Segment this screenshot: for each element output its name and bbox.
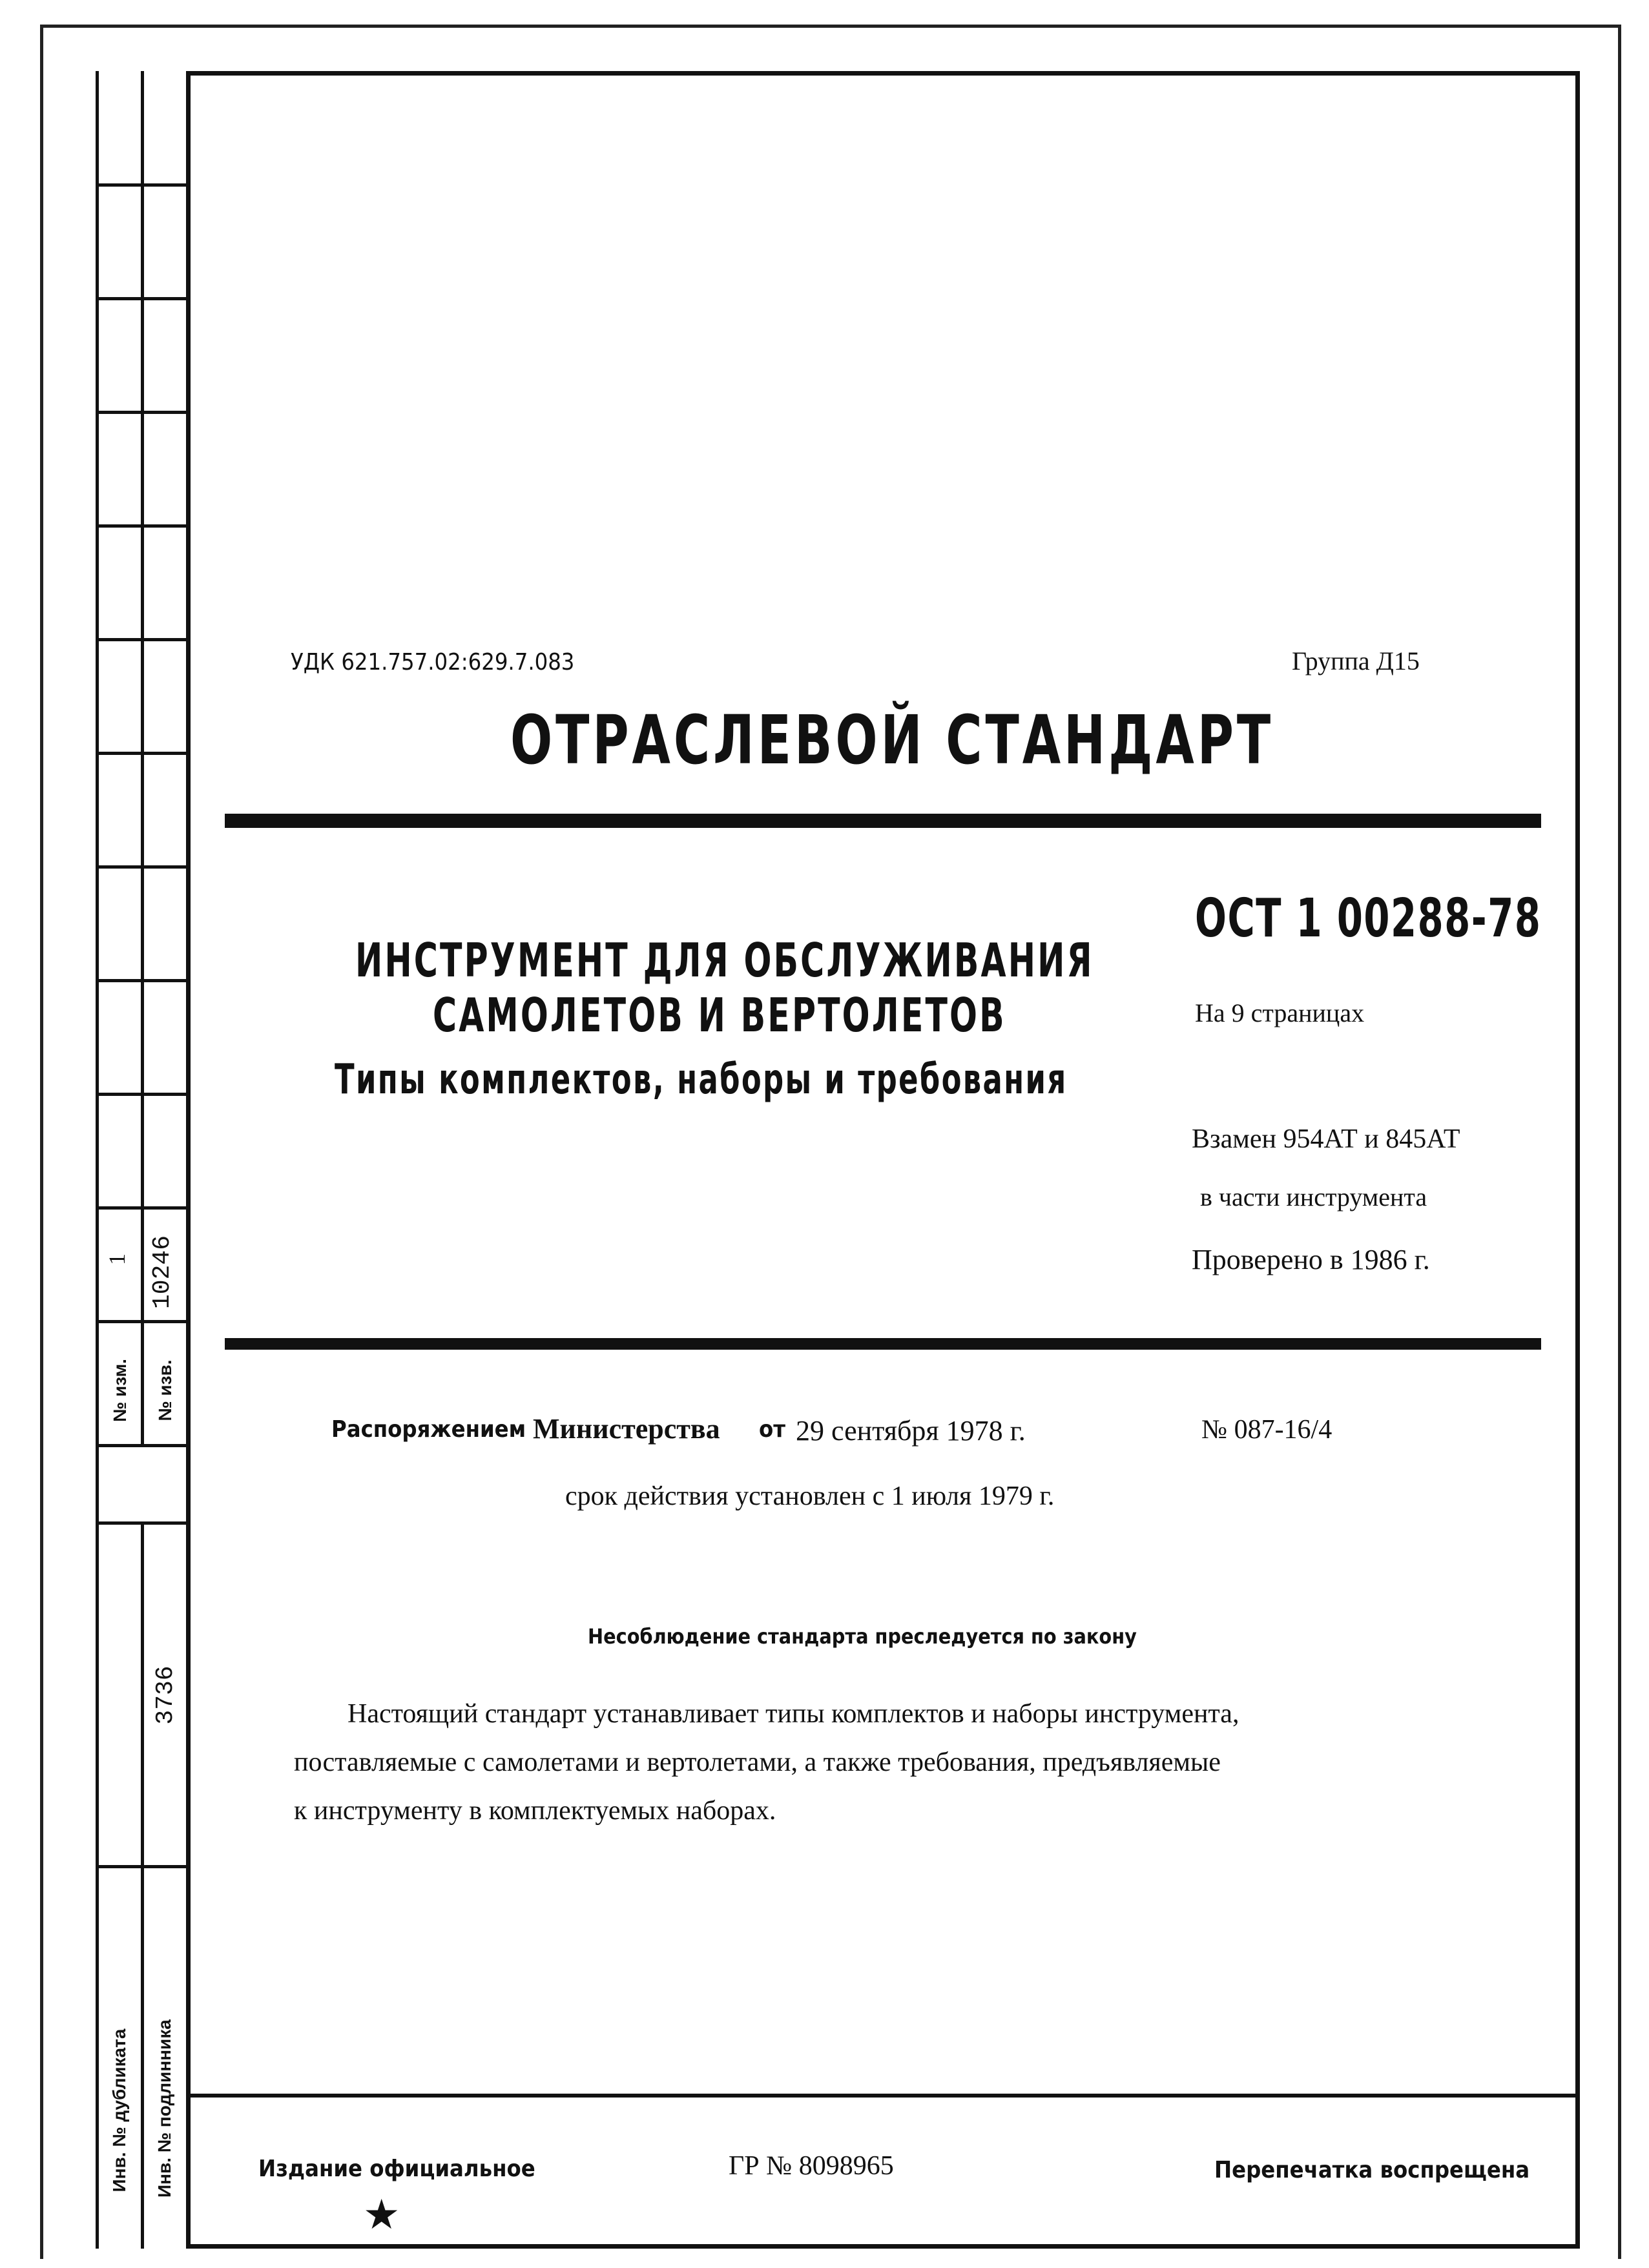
stamp-row-line bbox=[96, 1093, 187, 1096]
order-date: 29 сентября 1978 г. bbox=[796, 1415, 1026, 1447]
inner-frame bbox=[186, 71, 1580, 2249]
star-icon: ★ bbox=[363, 2191, 400, 2239]
stamp-row-line bbox=[96, 1521, 187, 1525]
from-label: от bbox=[759, 1416, 786, 1443]
standard-code: ОСТ 1 00288-78 bbox=[1195, 888, 1542, 949]
stamp-row-line bbox=[96, 1206, 187, 1210]
checked-year: Проверено в 1986 г. bbox=[1192, 1244, 1430, 1275]
heading-rule bbox=[225, 814, 1541, 828]
footer-divider bbox=[186, 2094, 1580, 2098]
effective-date: срок действия установлен с 1 июля 1979 г. bbox=[565, 1481, 1055, 1511]
stamp-row-line bbox=[96, 979, 187, 982]
change-number-label: № изм. bbox=[110, 1359, 130, 1422]
stamp-row-line bbox=[96, 865, 187, 869]
stamp-row-line bbox=[96, 183, 187, 187]
group-code: Группа Д15 bbox=[1292, 646, 1420, 675]
stamp-row-line bbox=[96, 638, 187, 641]
approval-rule bbox=[225, 1338, 1541, 1350]
subtitle: Типы комплектов, наборы и требования bbox=[335, 1056, 1068, 1104]
stamp-column-divider-lower bbox=[141, 1524, 144, 2249]
stamp-column-divider bbox=[141, 71, 144, 1447]
title-line-1: ИНСТРУМЕНТ ДЛЯ ОБСЛУЖИВАНИЯ bbox=[355, 933, 1094, 987]
standard-type-heading: ОТРАСЛЕВОЙ СТАНДАРТ bbox=[510, 701, 1274, 779]
reprint-prohibited: Перепечатка воспрещена bbox=[1214, 2157, 1530, 2183]
duplicate-inventory-label: Инв. № дубликата bbox=[109, 2028, 129, 2192]
order-number: № 087-16/4 bbox=[1201, 1415, 1333, 1445]
warning-text: Несоблюдение стандарта преследуется по закону bbox=[588, 1624, 1137, 1649]
intro-paragraph-line-1: Настоящий стандарт устанавливает типы комплектов и наборы инструмента, bbox=[347, 1699, 1239, 1729]
replaces-scope: в части инструмента bbox=[1200, 1182, 1427, 1211]
original-inventory-label: Инв. № подлинника bbox=[154, 2019, 174, 2198]
stamp-row-line bbox=[96, 1320, 187, 1323]
change-number-value: 1 bbox=[104, 1253, 130, 1265]
intro-paragraph-line-3: к инструменту в комплектуемых наборах. bbox=[294, 1796, 776, 1826]
registration-number: ГР № 8098965 bbox=[729, 2151, 894, 2181]
stamp-row-line bbox=[96, 1865, 187, 1868]
page-count: На 9 страницах bbox=[1195, 998, 1365, 1027]
stamp-column-left-edge bbox=[96, 71, 99, 2249]
udc-code: УДК 621.757.02:629.7.083 bbox=[291, 649, 575, 675]
original-inventory-value: 3736 bbox=[152, 1665, 180, 1725]
stamp-row-line bbox=[96, 411, 187, 414]
official-edition: Издание официальное bbox=[258, 2156, 535, 2182]
stamp-row-line bbox=[96, 297, 187, 300]
stamp-row-line bbox=[96, 1444, 187, 1447]
replaces: Взамен 954АТ и 845АТ bbox=[1192, 1124, 1460, 1154]
order-label: Распоряжением bbox=[331, 1416, 526, 1443]
notice-number-label: № изв. bbox=[155, 1359, 175, 1421]
notice-number-value: 10246 bbox=[149, 1235, 176, 1310]
ministry-label: Министерства bbox=[533, 1413, 720, 1445]
stamp-row-line bbox=[96, 752, 187, 755]
intro-paragraph-line-2: поставляемые с самолетами и вертолетами, а также требования, предъявляемые bbox=[294, 1747, 1221, 1777]
stamp-row-line bbox=[96, 524, 187, 528]
title-line-2: САМОЛЕТОВ И ВЕРТОЛЕТОВ bbox=[433, 988, 1006, 1042]
